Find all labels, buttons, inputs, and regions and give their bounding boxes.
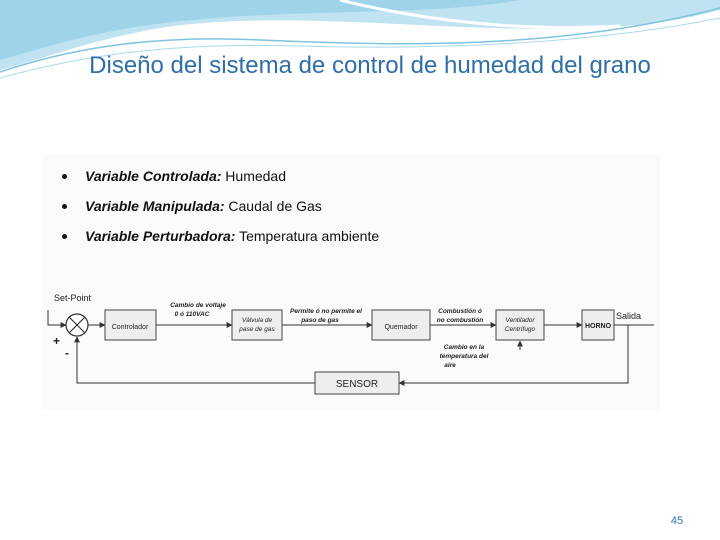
valvula-label-line2: pase de gas: [239, 326, 275, 333]
voltaje-label-line1: Cambio de voltaje: [170, 302, 226, 309]
setpoint-label: Set-Point: [54, 293, 92, 303]
ventilador-label-line1: Ventilador: [505, 317, 535, 324]
line-sensor-feedback: [77, 337, 315, 383]
bullet-value: Caudal de Gas: [228, 198, 322, 214]
bullet-label: Variable Controlada:: [85, 168, 222, 184]
bullet-value: Temperatura ambiente: [239, 228, 380, 244]
horno-label: HORNO: [584, 323, 612, 330]
permite-label-line2: paso de gas: [301, 317, 339, 324]
plus-sign: +: [53, 334, 61, 348]
valvula-label-line1: Válvula de: [241, 317, 273, 324]
cambio-label-line1: Cambio en la: [443, 344, 485, 351]
bullet-value: Humedad: [225, 168, 286, 184]
cambio-label-line3: aire: [444, 362, 456, 369]
summing-junction-icon: [66, 314, 88, 336]
sensor-label: SENSOR: [335, 379, 379, 390]
ventilador-label-line2: Centrífugo: [504, 326, 536, 333]
permite-label-line1: Permite ó no permite el: [290, 308, 362, 315]
page-number: 45: [670, 515, 684, 527]
cambio-label-line2: temperatura del: [439, 353, 489, 360]
voltaje-label-line2: 0 ó 110VAC: [174, 311, 210, 318]
bullet-label: Variable Manipulada:: [85, 198, 225, 214]
slide-title: Diseño del sistema de control de humedad del grano: [89, 52, 651, 79]
bullet-label: Variable Perturbadora:: [85, 228, 236, 244]
content-panel: [42, 155, 660, 410]
ventilador-block: [496, 310, 544, 340]
quemador-label: Quemador: [384, 324, 418, 331]
combustion-label-line2: no combustión: [436, 317, 484, 324]
controlador-label: Controlador: [111, 324, 149, 331]
setpoint-line: [48, 310, 66, 325]
valvula-block: [232, 310, 282, 340]
minus-sign: -: [65, 346, 69, 360]
combustion-label-line1: Combustión ó: [438, 308, 482, 315]
control-loop-diagram: [42, 155, 660, 410]
salida-label: Salida: [616, 311, 642, 321]
